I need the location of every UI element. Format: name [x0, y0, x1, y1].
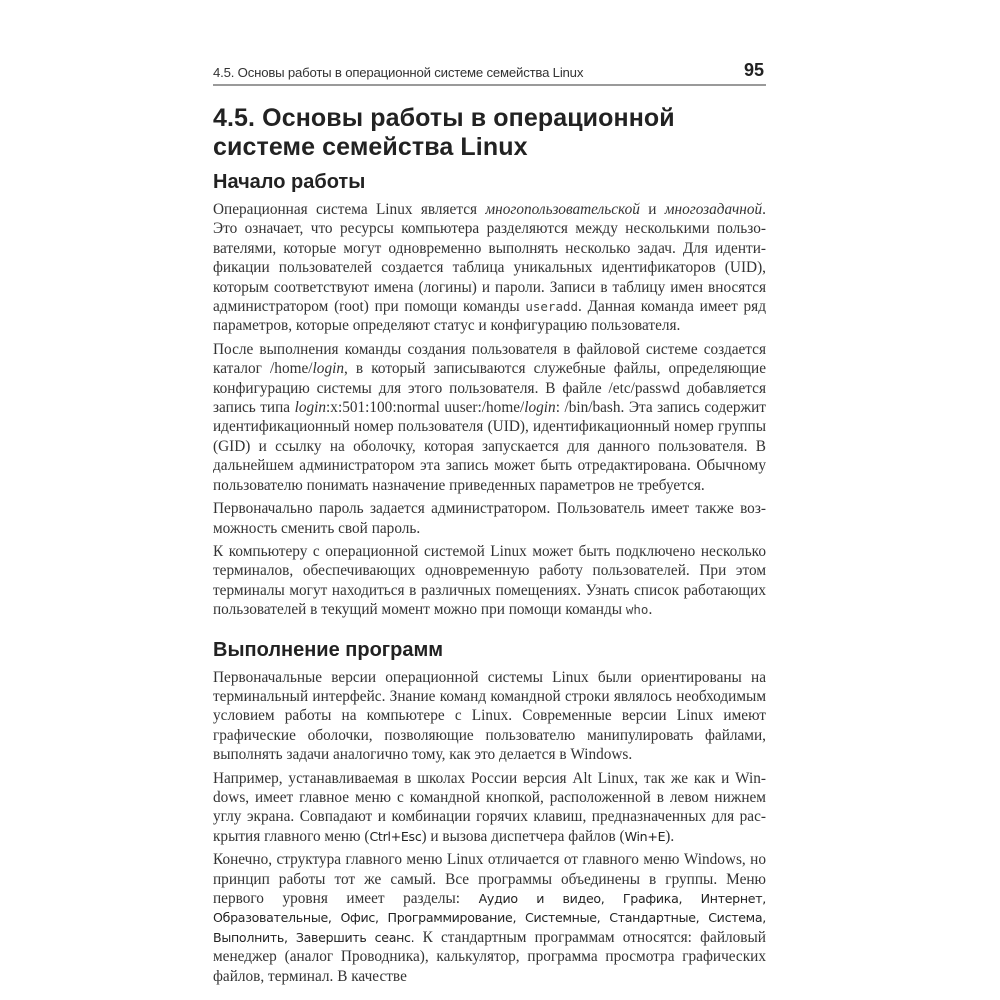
text-run: , в который записываются служебные файлы, определяющие конфигурацию системы для этого пользователя. В файле /etc/passwd добавляется запись типа [213, 360, 766, 417]
text-run: Конечно, структура главного меню Linux отличается от главного меню Windows, но принцип работы тот же самый. Все программы объединены в группы. Меню первого уровня имеет разделы: [213, 851, 766, 907]
text-run: К стандартным программам относятся: файловый менеджер (аналог Проводника), калькулятор, программа просмотра графических файлов, терминал. В качестве [213, 928, 766, 985]
text-run: К компьютеру с операционной системой Linux может быть подключено несколько терминалов, обеспечивающих одновременную работу пользователей. При этом терминалы могут находиться в различных помещениях. Узнать список работающих пользователей в текущий момент можно при помощи команды [213, 542, 766, 619]
chapter-title-line-2: системе семейства Linux [213, 133, 528, 161]
paragraph [213, 542, 766, 620]
paragraph: Первоначальные версии операционной системы Linux были ориентированы на терминальный интерфейс. Знание команд командной строки являлось необходимым условием работы на компьютере с Linux. Современные версии Linux имеют графические оболочки, позволяющие пользователю манипулировать файлами, выполнять задачи аналогично тому, как это делается в Windows. [213, 668, 766, 764]
emphasis: многозадачной [664, 201, 763, 218]
chapter-title [213, 104, 766, 162]
section-heading-getting-started: Начало работы [213, 171, 366, 193]
menu-items-list: Аудио и видео, Графика, Интернет, Образовательные, Офис, Программирование, Системные, Стандартные, Система, Выполнить, Завершить сеанс. [213, 891, 766, 945]
hotkey-win-e: Win+E [624, 828, 666, 844]
section-body-running-programs [213, 668, 766, 987]
text-run: ) и вызова диспетчера файлов ( [421, 827, 625, 845]
emphasis: многопользовательской [485, 201, 640, 218]
text-run: . Это означает, что ресурсы компьютера разделяются между несколькими пользователями, которые могут одновременно выполнять несколько задач. Для идентификации пользователей создается таблица уникальных идентификаторов (UID), которым соответствуют имена (логины) и пароли. Записи в таблицу имен вносятся администратором (root) при помощи команды [213, 201, 766, 316]
running-header-title: 4.5. Основы работы в операционной системе семейства Linux [213, 65, 584, 80]
text-run: : /bin/bash. Эта запись содержит идентификационный номер пользователя (UID), идентификационный номер группы (GID) и ссылку на оболочку, которая запускается для данного пользователя. В дальнейшем администратором эта запись может быть отредактирована. Обычному пользователю понимать назначение приведенных параметров не требуется. [213, 399, 766, 494]
paragraph: Первоначально пароль задается администратором. Пользователь имеет также возможность сменить свой пароль. [213, 500, 766, 537]
text-run: ). [665, 827, 675, 845]
chapter-title-line-1: 4.5. Основы работы в операционной [213, 104, 675, 132]
command-useradd: useradd [525, 299, 579, 315]
emphasis: login [524, 399, 556, 417]
text-run: Операционная система Linux является [213, 201, 486, 218]
hotkey-ctrl-esc: Ctrl+Esc [369, 828, 422, 844]
paragraph [213, 769, 766, 847]
section-body-getting-started [213, 200, 766, 620]
paragraph [213, 850, 766, 986]
text-run: . [648, 601, 653, 619]
text-run: После выполнения команды создания пользователя в файловой системе создается каталог /home/ [213, 340, 766, 378]
book-page [213, 0, 766, 986]
text-run: Например, устанавливаемая в школах России версия Alt Linux, так же как и Windows, имеет главное меню с командной кнопкой, расположенной в левом нижнем углу экрана. Совпадают и комбинации горячих клавиш, предназначенных для раскрытия главного меню ( [213, 769, 766, 845]
text-run: и [639, 201, 665, 218]
section-heading-running-programs: Выполнение программ [213, 638, 444, 661]
text-run: . Данная команда имеет ряд параметров, которые определяют статус и конфигурацию пользователя. [213, 298, 766, 335]
emphasis: login [312, 360, 344, 378]
paragraph [213, 340, 766, 495]
text-run: :x:501:100:normal uuser:/home/ [326, 399, 525, 417]
paragraph [213, 200, 766, 336]
command-who: who [625, 602, 649, 618]
running-header [213, 62, 766, 86]
page-number: 95 [743, 60, 764, 80]
emphasis: login [294, 399, 327, 417]
